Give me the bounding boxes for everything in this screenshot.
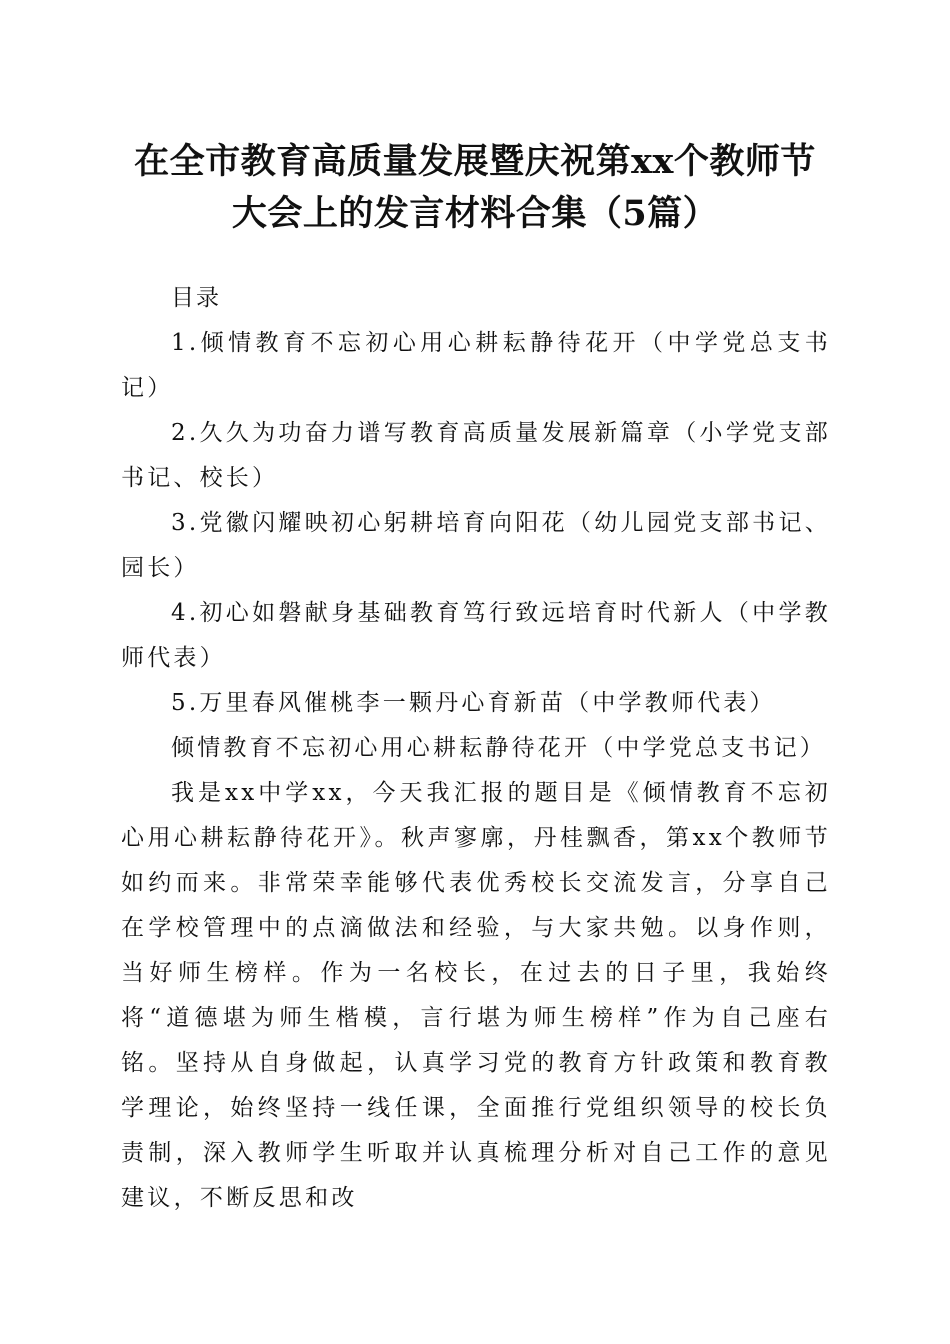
toc-item-1: 1.倾情教育不忘初心用心耕耘静待花开（中学党总支书记） <box>121 330 831 401</box>
body-paragraph: 我是xx中学xx，今天我汇报的题目是《倾情教育不忘初心用心耕耘静待花开》。秋声寥廓，丹桂飘香，第xx个教师节如约而来。非常荣幸能够代表优秀校长交流发言，分享自己在学校管理中的点滴做法和经验，与大家共勉。以身作则，当好师生榜样。作为一名校长，在过去的日子里，我始终将“道德堪为师生楷模，言行堪为师生榜样”作为自己座右铭。坚持从自身做起，认真学习党的教育方针政策和教育教学理论，始终坚持一线任课，全面推行党组织领导的校长负责制，深入教师学生听取并认真梳理分析对自己工作的意见建议，不断反思和改 <box>121 780 831 1211</box>
toc-item-4: 4.初心如磐献身基础教育笃行致远培育时代新人（中学教师代表） <box>121 600 831 671</box>
document-body <box>121 276 831 1221</box>
toc-heading: 目录 <box>171 285 221 311</box>
title-line-2: 大会上的发言材料合集（5篇） <box>231 193 719 234</box>
toc-item-2: 2.久久为功奋力谱写教育高质量发展新篇章（小学党支部书记、校长） <box>121 420 831 491</box>
section-title: 倾情教育不忘初心用心耕耘静待花开（中学党总支书记） <box>171 735 826 761</box>
title-line-1: 在全市教育高质量发展暨庆祝第xx个教师节 <box>134 141 816 182</box>
document-title <box>100 136 850 240</box>
toc-item-3: 3.党徽闪耀映初心躬耕培育向阳花（幼儿园党支部书记、园长） <box>121 510 831 581</box>
toc-item-5: 5.万里春风催桃李一颗丹心育新苗（中学教师代表） <box>171 690 776 716</box>
